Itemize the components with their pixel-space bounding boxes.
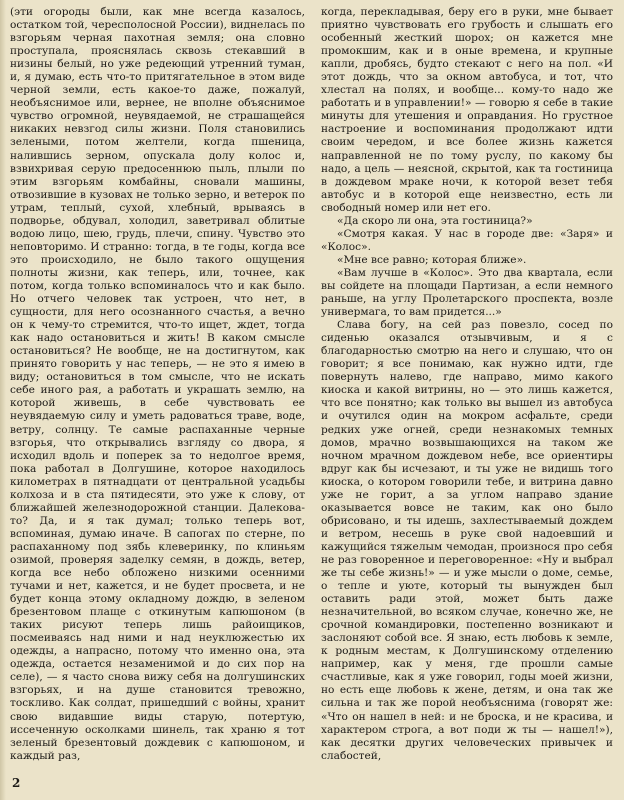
paragraph: «Мне все равно; которая ближе». <box>337 253 527 266</box>
page-number: 2 <box>12 776 21 790</box>
paragraph: «Смотря какая. У нас в городе две: «Заря» и «Колос». <box>321 227 613 253</box>
paragraph: «Да скоро ли она, эта гостиница?» <box>337 214 533 227</box>
paragraph: «Вам лучше в «Колос». Это два квартала, если вы сойдете на площади Партизан, а если немного раньше, на углу Пролетарского проспекта, возле универмага, то вам придется...» <box>321 266 613 319</box>
page-fold-shadow <box>0 0 6 800</box>
left-column <box>10 6 305 763</box>
paragraph: когда, перекладывая, беру его в руки, мне бывает приятно чувствовать его грубость и слышать его особенный жесткий шорох; он кажется мне промокшим, как и в оные времена, и крупные капли, дробясь, будто стекают с него на пол. «И этот дождь, что за окном автобуса, и тот, что хлестал на полях, и вообще... кому-то надо же работать и в управлении!» — говорю я себе в такие минуты для утешения и оправдания. Но грустное настроение и воспоминания продолжают идти своим чередом, и все более жизнь кажется направленной не по тому руслу, по какому бы надо, а цель — неясной, скрытой, как та гостиница в дождевом мраке ночи, к которой везет тебя автобус и в которой еще неизвестно, есть ли свободный номер или нет его. <box>321 6 613 214</box>
paragraph: Слава богу, на сей раз повезло, сосед по сиденью оказался отзывчивым, и я с благодарностью смотрю на него и слушаю, что он говорит; я все понимаю, как нужно идти, где повернуть налево, где направо, мимо какого киоска и какой витрины, но — это лишь кажется, что все понятно; как только вы вышел из автобуса и очутился один на мокром асфальте, среди редких уже огней, среди незнакомых темных домов, мрачно возвышающихся на таком же ночном мрачном дождевом небе, все ориентиры вдруг как бы исчезают, и ты уже не видишь того киоска, о котором говорили тебе, и витрина давно уже не горит, а за углом направо здание оказывается вовсе не таким, как оно было обрисовано, и ты идешь, захлестываемый дождем и ветром, несешь в руке свой надоевший и кажущийся тяжелым чемодан, произнося про себя не раз говоренное и переговоренное: «Ну и выбрал же ты себе жизнь!» — и уже мысли о доме, семье, о тепле и уюте, который ты вынужден был оставить ради этой, может быть даже незначительной, во всяком случае, конечно же, не срочной командировки, постепенно возникают и заслоняют собой все. Я знаю, есть любовь к земле, к родным местам, к Долгушинскому отделению например, как у меня, где прошли самые счастливые, как я уже говорил, годы моей жизни, но есть еще любовь к жене, детям, и она так же сильна и так же порой необъяснима (говорят же: «Что он нашел в ней: и не броска, и не красива, и характером строга, а вот поди ж ты — нашел!»), как десятки других человеческих привычек и слабостей, <box>321 319 613 762</box>
right-column <box>321 6 613 763</box>
paragraph: (эти огороды были, как мне всегда казалось, остатком той, чересполосной России), виднелась по взгорьям черная пахотная земля; она словно проступала, прояснялась сквозь стекавший в низины белый, но уже редеющий утренний туман, и, я думаю, есть что-то притягательное в этом виде черной земли, есть какое-то даже, пожалуй, необъяснимое или, вернее, не вполне объяснимое чувство огромной, неувядаемой, не страшащейся никаких невзгод силы жизни. Поля становились зелеными, потом желтели, когда пшеница, налившись зерном, опускала долу колос и, взвихривая серую предосеннюю пыль, плыли по этим взгорьям комбайны, сновали машины, отвозившие в кузовах не только зерно, и ветерок по утрам, теплый, сухой, хлебный, врываясь в подворье, обдувал, холодил, заветривал облитые водою лицо, шею, грудь, плечи, спину. Чувство это неповторимо. И странно: тогда, в те годы, когда все это происходило, не было такого ощущения полноты жизни, как теперь, или, точнее, как потом, когда только вспоминалось что и как было. Но отчего человек так устроен, что нет, в сущности, для него осознанного счастья, а вечно он к чему-то стремится, что-то ищет, ждет, тогда как надо остановиться и жить! В каком смысле остановиться? Не вообще, не на достигнутом, как принято говорить у нас теперь, — не это я имею в виду; остановиться в том смысле, что не искать себе иного рая, а работать и украшать землю, на которой живешь, в себе чувствовать ее неувядаемую силу и уметь радоваться траве, воде, ветру, солнцу. Те самые распаханные черные взгорья, что открывались взгляду со двора, я исходил вдоль и поперек за то недолгое время, пока работал в Долгушине, которое находилось километрах в пятнадцати от центральной усадьбы колхоза и в ста пятидесяти, это уже к слову, от ближайшей железнодорожной станции. Далекова-то? Да, и я так думал; только теперь вот, вспоминая, думаю иначе. В сапогах по стерне, по распаханному под зябь клеверинку, по клиньям озимой, проверяя заделку семян, в дождь, ветер, когда все небо обложено низкими осенними тучами и нет, кажется, и не будет просвета, и не будет конца этому окладному дождю, в зеленом брезентовом плаще с откинутым капюшоном (в таких рисуют теперь лишь райоищиков, посмеиваясь над ними и над неуклюжестью их одежды, а напрасно, потому что именно она, эта одежда, остается незаменимой и до сих пор на селе), — я часто снова вижу себя на долгушинских взгорьях, и на душе становится тревожно, тоскливо. Как солдат, пришедший с войны, хранит свою видавшие виды старую, потертую, иссеченную осколками шинель, так храню я тот зеленый брезентовый дождевик с капюшоном, и каждый раз, <box>10 6 305 762</box>
